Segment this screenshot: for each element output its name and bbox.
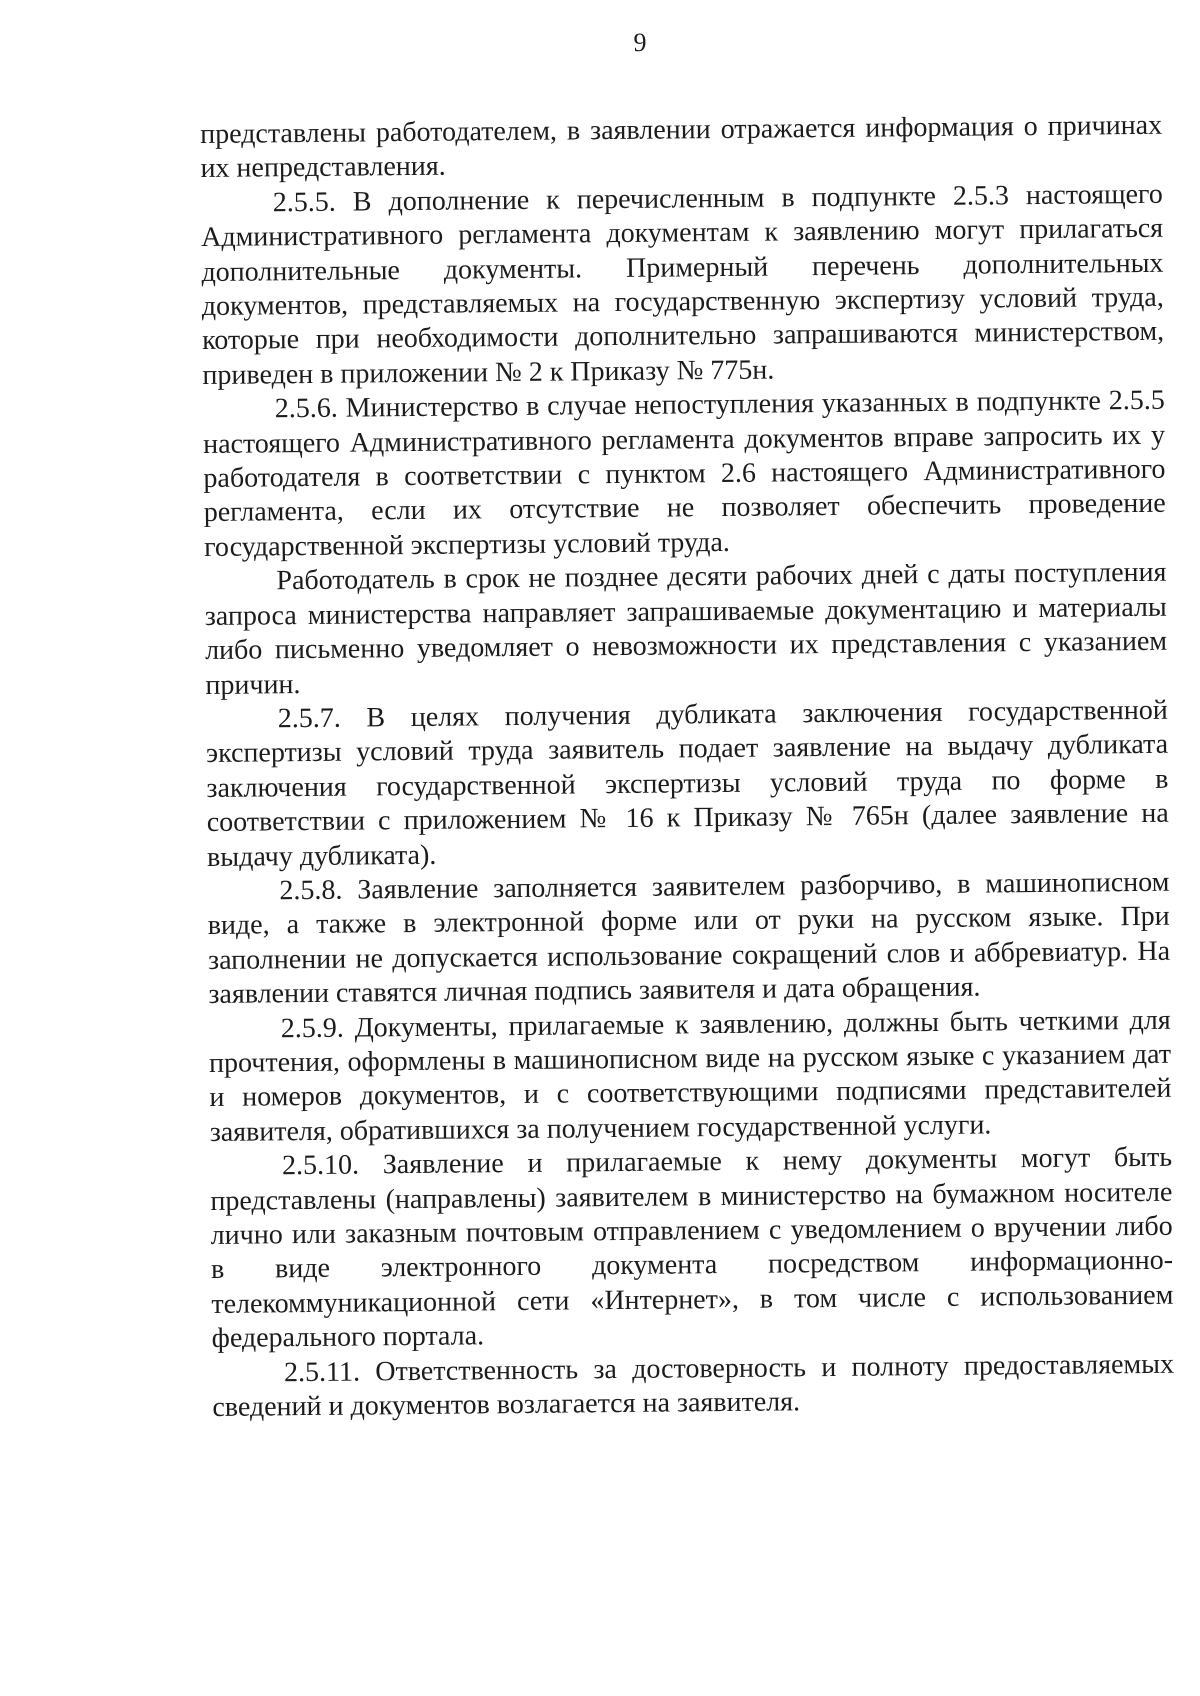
paragraph-2-5-5: 2.5.5. В дополнение к перечисленным в подпункте 2.5.3 настоящего Административного регламента документам к заявлению могут прилагаться дополнительные документы. Примерный перечень дополнительных документов, представляемых на государственную экспертизу условий труда, которые при необходимости дополнительно запрашиваются министерством, приведен в приложении № 2 к Приказу № 775н.	[201, 178, 1165, 391]
document-body	[200, 109, 1175, 1426]
paragraph-employer-deadline: Работодатель в срок не позднее десяти рабочих дней с даты поступления запроса министерства направляет запрашиваемые документацию и материалы либо письменно уведомляет о невозможности их представления с указанием причин.	[204, 557, 1168, 701]
page-number: 9	[633, 28, 647, 57]
paragraph-2-5-6: 2.5.6. Министерство в случае непоступления указанных в подпункте 2.5.5 настоящего Административного регламента документов вправе запросить их у работодателя в соответствии с пунктом 2.6 настоящего Административного регламента, если их отсутствие не позволяет обеспечить проведение государственной экспертизы условий труда.	[202, 385, 1166, 563]
paragraph-2-5-8: 2.5.8. Заявление заполняется заявителем разборчиво, в машинописном виде, а также в электронной форме или от руки на русском языке. При заполнении не допускается использование сокращений слов и аббревиатур. На заявлении ставятся личная подпись заявителя и дата обращения.	[207, 866, 1171, 1011]
paragraph-2-5-10: 2.5.10. Заявление и прилагаемые к нему документы могут быть представлены (направлены) заявителем в министерство на бумажном носителе лично или заказным почтовым отправлением с уведомлением о вручении либо в виде электронного документа посредством информационно-телекоммуникационной сети «Интернет», в том числе с использованием федерального портала.	[210, 1141, 1174, 1355]
paragraph-2-5-11: 2.5.11. Ответственность за достоверность и полноту предоставляемых сведений и документов возлагается на заявителя.	[212, 1348, 1175, 1423]
paragraph-2-5-7: 2.5.7. В целях получения дубликата заключения государственной экспертизы условий труда заявитель подает заявление на выдачу дубликата заключения государственной экспертизы условий труда по форме в соответствии с приложением № 16 к Приказу № 765н (далее заявление на выдачу дубликата).	[205, 694, 1169, 873]
paragraph-continuation: представлены работодателем, в заявлении отражается информация о причинах их непредставления.	[200, 109, 1163, 185]
paragraph-2-5-9: 2.5.9. Документы, прилагаемые к заявлению, должны быть четкими для прочтения, оформлены в машинописном виде на русском языке с указанием дат и номеров документов, и с соответствующими подписями представителей заявителя, обратившихся за получением государственной услуги.	[208, 1004, 1172, 1148]
